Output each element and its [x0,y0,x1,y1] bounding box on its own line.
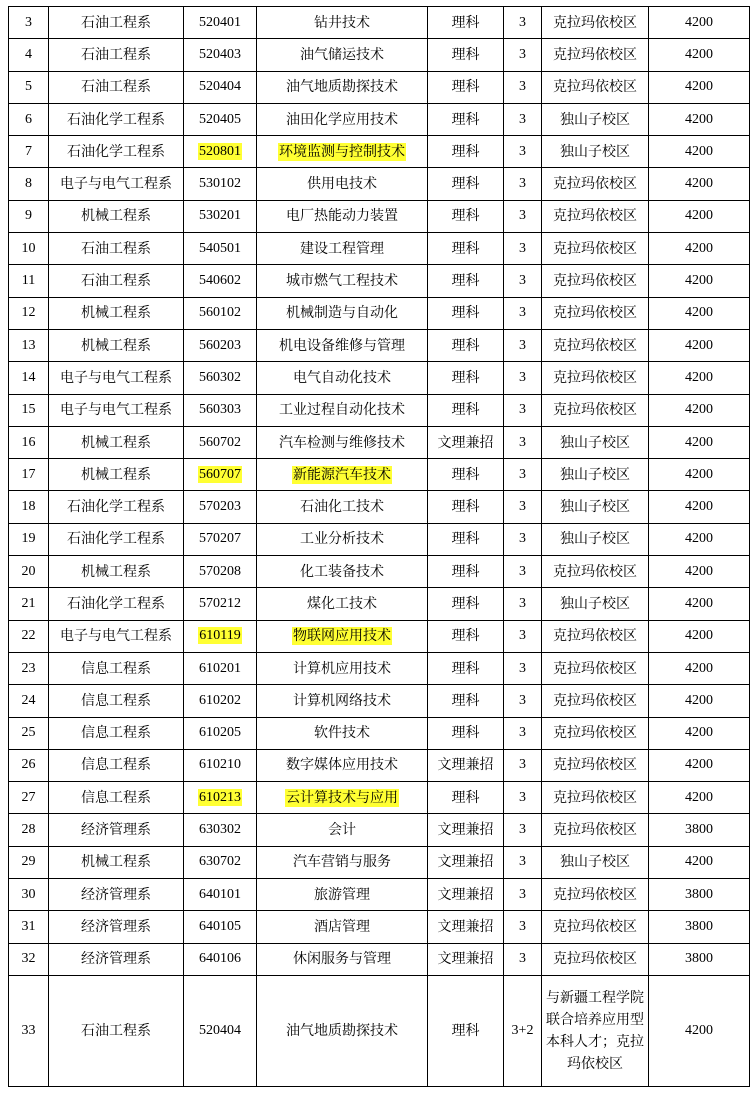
major-code-cell: 570208 [184,556,257,588]
department-cell: 石油化学工程系 [49,523,184,555]
major-name-cell: 油气地质勘探技术 [257,71,428,103]
tuition-cell: 4200 [649,103,750,135]
highlighted-text: 云计算技术与应用 [286,789,398,806]
row-number-cell: 13 [9,329,49,361]
table-row [9,588,750,620]
subject-track-cell: 理科 [428,7,504,39]
row-number-cell: 31 [9,911,49,943]
table-row [9,879,750,911]
years-cell: 3 [504,136,542,168]
campus-cell: 克拉玛依校区 [542,7,649,39]
subject-track-cell: 理科 [428,233,504,265]
tuition-cell: 4200 [649,588,750,620]
major-name-cell: 旅游管理 [257,879,428,911]
row-number-cell: 14 [9,362,49,394]
table-row [9,71,750,103]
department-cell: 石油化学工程系 [49,491,184,523]
major-code-cell: 640105 [184,911,257,943]
campus-cell: 克拉玛依校区 [542,717,649,749]
tuition-cell: 4200 [649,846,750,878]
subject-track-cell: 理科 [428,168,504,200]
major-code-cell: 560203 [184,329,257,361]
row-number-cell: 15 [9,394,49,426]
major-name-cell: 电厂热能动力装置 [257,200,428,232]
major-name-cell: 城市燃气工程技术 [257,265,428,297]
campus-cell: 克拉玛依校区 [542,879,649,911]
row-number-cell: 23 [9,652,49,684]
campus-cell: 克拉玛依校区 [542,39,649,71]
row-number-cell: 29 [9,846,49,878]
major-name-cell: 软件技术 [257,717,428,749]
tuition-cell: 4200 [649,233,750,265]
years-cell: 3 [504,717,542,749]
table-row [9,652,750,684]
tuition-cell: 4200 [649,39,750,71]
table-row [9,975,750,1086]
department-cell: 机械工程系 [49,459,184,491]
campus-cell: 独山子校区 [542,459,649,491]
table-row [9,136,750,168]
major-name-cell: 计算机网络技术 [257,685,428,717]
major-code-cell [184,620,257,652]
table-row [9,233,750,265]
campus-cell: 克拉玛依校区 [542,168,649,200]
years-cell: 3 [504,491,542,523]
tuition-cell: 3800 [649,943,750,975]
years-cell: 3 [504,943,542,975]
years-cell: 3 [504,233,542,265]
campus-cell: 独山子校区 [542,846,649,878]
major-code-cell: 520404 [184,71,257,103]
major-name-cell: 机电设备维修与管理 [257,329,428,361]
subject-track-cell: 理科 [428,459,504,491]
tuition-cell: 4200 [649,523,750,555]
campus-cell: 独山子校区 [542,103,649,135]
row-number-cell: 7 [9,136,49,168]
subject-track-cell: 理科 [428,556,504,588]
campus-cell: 克拉玛依校区 [542,71,649,103]
campus-cell: 克拉玛依校区 [542,556,649,588]
tuition-cell: 4200 [649,491,750,523]
years-cell: 3 [504,846,542,878]
years-cell: 3 [504,620,542,652]
campus-cell: 与新疆工程学院联合培养应用型本科人才；克拉玛依校区 [542,975,649,1086]
table-row [9,265,750,297]
years-cell: 3 [504,685,542,717]
major-code-cell: 530102 [184,168,257,200]
row-number-cell: 6 [9,103,49,135]
department-cell: 电子与电气工程系 [49,394,184,426]
department-cell: 石油化学工程系 [49,588,184,620]
years-cell: 3 [504,7,542,39]
department-cell: 信息工程系 [49,652,184,684]
table-row [9,491,750,523]
subject-track-cell: 理科 [428,297,504,329]
years-cell: 3 [504,71,542,103]
row-number-cell: 33 [9,975,49,1086]
department-cell: 信息工程系 [49,749,184,781]
row-number-cell: 3 [9,7,49,39]
years-cell: 3 [504,200,542,232]
major-code-cell: 540602 [184,265,257,297]
tuition-cell: 4200 [649,168,750,200]
campus-cell: 克拉玛依校区 [542,233,649,265]
table-row [9,394,750,426]
row-number-cell: 8 [9,168,49,200]
tuition-cell: 4200 [649,136,750,168]
subject-track-cell: 理科 [428,782,504,814]
major-name-cell: 机械制造与自动化 [257,297,428,329]
major-code-cell: 570207 [184,523,257,555]
major-code-cell: 610210 [184,749,257,781]
major-name-cell [257,782,428,814]
major-code-cell: 540501 [184,233,257,265]
campus-cell: 独山子校区 [542,426,649,458]
tuition-cell: 4200 [649,975,750,1086]
tuition-cell: 4200 [649,71,750,103]
row-number-cell: 4 [9,39,49,71]
tuition-cell: 4200 [649,685,750,717]
row-number-cell: 12 [9,297,49,329]
tuition-cell: 4200 [649,556,750,588]
row-number-cell: 9 [9,200,49,232]
years-cell: 3 [504,265,542,297]
major-name-cell [257,136,428,168]
department-cell: 石油工程系 [49,233,184,265]
department-cell: 石油工程系 [49,39,184,71]
table-row [9,103,750,135]
row-number-cell: 18 [9,491,49,523]
tuition-cell: 4200 [649,297,750,329]
major-name-cell: 汽车检测与维修技术 [257,426,428,458]
department-cell: 石油工程系 [49,975,184,1086]
row-number-cell: 24 [9,685,49,717]
years-cell: 3 [504,426,542,458]
row-number-cell: 17 [9,459,49,491]
subject-track-cell: 文理兼招 [428,879,504,911]
campus-cell: 克拉玛依校区 [542,297,649,329]
table-row [9,362,750,394]
subject-track-cell: 文理兼招 [428,846,504,878]
major-code-cell: 560302 [184,362,257,394]
department-cell: 经济管理系 [49,879,184,911]
major-code-cell: 570212 [184,588,257,620]
years-cell: 3 [504,329,542,361]
department-cell: 石油工程系 [49,71,184,103]
department-cell: 机械工程系 [49,556,184,588]
major-code-cell: 560102 [184,297,257,329]
major-name-cell: 油气储运技术 [257,39,428,71]
tuition-cell: 4200 [649,362,750,394]
major-code-cell: 520401 [184,7,257,39]
table-row [9,556,750,588]
table-row [9,39,750,71]
row-number-cell: 26 [9,749,49,781]
subject-track-cell: 理科 [428,975,504,1086]
campus-cell: 克拉玛依校区 [542,620,649,652]
subject-track-cell: 理科 [428,71,504,103]
subject-track-cell: 理科 [428,588,504,620]
table-row [9,782,750,814]
major-name-cell: 计算机应用技术 [257,652,428,684]
tuition-cell: 4200 [649,652,750,684]
major-code-cell: 630702 [184,846,257,878]
subject-track-cell: 理科 [428,523,504,555]
table-row [9,943,750,975]
department-cell: 机械工程系 [49,426,184,458]
department-cell: 经济管理系 [49,814,184,846]
tuition-cell: 4200 [649,265,750,297]
department-cell: 机械工程系 [49,846,184,878]
table-row [9,7,750,39]
major-name-cell: 数字媒体应用技术 [257,749,428,781]
major-name-cell: 化工装备技术 [257,556,428,588]
highlighted-text: 新能源汽车技术 [293,466,391,483]
department-cell: 电子与电气工程系 [49,168,184,200]
years-cell: 3 [504,879,542,911]
years-cell: 3 [504,911,542,943]
tuition-cell: 4200 [649,749,750,781]
campus-cell: 克拉玛依校区 [542,911,649,943]
department-cell: 机械工程系 [49,329,184,361]
major-name-cell [257,459,428,491]
tuition-cell: 4200 [649,200,750,232]
subject-track-cell: 文理兼招 [428,943,504,975]
table-body [9,7,750,1087]
years-cell: 3 [504,782,542,814]
major-code-cell: 570203 [184,491,257,523]
subject-track-cell: 理科 [428,265,504,297]
row-number-cell: 32 [9,943,49,975]
major-name-cell: 休闲服务与管理 [257,943,428,975]
department-cell: 经济管理系 [49,911,184,943]
years-cell: 3+2 [504,975,542,1086]
department-cell: 信息工程系 [49,782,184,814]
major-name-cell: 汽车营销与服务 [257,846,428,878]
tuition-cell: 4200 [649,620,750,652]
subject-track-cell: 理科 [428,39,504,71]
table-row [9,329,750,361]
department-cell: 石油化学工程系 [49,136,184,168]
years-cell: 3 [504,523,542,555]
major-code-cell: 610201 [184,652,257,684]
years-cell: 3 [504,297,542,329]
major-name-cell: 石油化工技术 [257,491,428,523]
department-cell: 信息工程系 [49,685,184,717]
major-name-cell: 供用电技术 [257,168,428,200]
tuition-cell: 4200 [649,782,750,814]
table-row [9,749,750,781]
highlighted-text: 环境监测与控制技术 [279,143,405,160]
highlighted-text: 520801 [199,143,241,159]
row-number-cell: 28 [9,814,49,846]
tuition-cell: 3800 [649,879,750,911]
major-code-cell: 630302 [184,814,257,846]
campus-cell: 克拉玛依校区 [542,749,649,781]
campus-cell: 独山子校区 [542,136,649,168]
years-cell: 3 [504,394,542,426]
subject-track-cell: 理科 [428,620,504,652]
major-name-cell: 油气地质勘探技术 [257,975,428,1086]
row-number-cell: 5 [9,71,49,103]
major-code-cell [184,782,257,814]
major-name-cell: 工业过程自动化技术 [257,394,428,426]
campus-cell: 克拉玛依校区 [542,394,649,426]
major-code-cell: 520405 [184,103,257,135]
department-cell: 石油工程系 [49,265,184,297]
subject-track-cell: 理科 [428,329,504,361]
row-number-cell: 27 [9,782,49,814]
years-cell: 3 [504,652,542,684]
major-name-cell: 工业分析技术 [257,523,428,555]
years-cell: 3 [504,459,542,491]
row-number-cell: 25 [9,717,49,749]
major-code-cell: 610205 [184,717,257,749]
subject-track-cell: 理科 [428,200,504,232]
row-number-cell: 22 [9,620,49,652]
major-code-cell: 640101 [184,879,257,911]
major-code-cell: 560303 [184,394,257,426]
subject-track-cell: 理科 [428,103,504,135]
campus-cell: 克拉玛依校区 [542,943,649,975]
years-cell: 3 [504,362,542,394]
years-cell: 3 [504,39,542,71]
highlighted-text: 610213 [199,789,241,805]
table-row [9,297,750,329]
major-name-cell: 钻井技术 [257,7,428,39]
campus-cell: 克拉玛依校区 [542,782,649,814]
tuition-cell: 4200 [649,7,750,39]
department-cell: 石油工程系 [49,7,184,39]
campus-cell: 克拉玛依校区 [542,652,649,684]
subject-track-cell: 理科 [428,362,504,394]
subject-track-cell: 文理兼招 [428,814,504,846]
row-number-cell: 11 [9,265,49,297]
subject-track-cell: 文理兼招 [428,911,504,943]
row-number-cell: 21 [9,588,49,620]
subject-track-cell: 理科 [428,685,504,717]
years-cell: 3 [504,588,542,620]
subject-track-cell: 理科 [428,394,504,426]
major-name-cell: 建设工程管理 [257,233,428,265]
subject-track-cell: 理科 [428,717,504,749]
tuition-cell: 4200 [649,459,750,491]
table-row [9,459,750,491]
years-cell: 3 [504,103,542,135]
highlighted-text: 610119 [199,628,241,644]
years-cell: 3 [504,556,542,588]
highlighted-text: 物联网应用技术 [293,628,391,645]
row-number-cell: 30 [9,879,49,911]
subject-track-cell: 理科 [428,491,504,523]
row-number-cell: 10 [9,233,49,265]
tuition-cell: 4200 [649,329,750,361]
campus-cell: 克拉玛依校区 [542,265,649,297]
years-cell: 3 [504,168,542,200]
table-row [9,814,750,846]
subject-track-cell: 文理兼招 [428,426,504,458]
table-row [9,620,750,652]
major-name-cell: 会计 [257,814,428,846]
subject-track-cell: 理科 [428,136,504,168]
major-name-cell [257,620,428,652]
department-cell: 信息工程系 [49,717,184,749]
campus-cell: 克拉玛依校区 [542,200,649,232]
major-code-cell [184,459,257,491]
subject-track-cell: 文理兼招 [428,749,504,781]
department-cell: 机械工程系 [49,297,184,329]
table-row [9,846,750,878]
department-cell: 机械工程系 [49,200,184,232]
major-code-cell: 610202 [184,685,257,717]
highlighted-text: 560707 [199,466,241,482]
years-cell: 3 [504,814,542,846]
years-cell: 3 [504,749,542,781]
department-cell: 经济管理系 [49,943,184,975]
tuition-cell: 3800 [649,814,750,846]
campus-cell: 独山子校区 [542,523,649,555]
campus-cell: 独山子校区 [542,588,649,620]
row-number-cell: 19 [9,523,49,555]
table-row [9,168,750,200]
table-row [9,523,750,555]
major-name-cell: 酒店管理 [257,911,428,943]
major-name-cell: 油田化学应用技术 [257,103,428,135]
major-code-cell: 520403 [184,39,257,71]
table-row [9,717,750,749]
campus-cell: 克拉玛依校区 [542,362,649,394]
majors-table [8,6,750,1087]
major-code-cell: 530201 [184,200,257,232]
major-code-cell: 520404 [184,975,257,1086]
major-name-cell: 煤化工技术 [257,588,428,620]
table-row [9,200,750,232]
subject-track-cell: 理科 [428,652,504,684]
tuition-cell: 4200 [649,426,750,458]
major-code-cell: 560702 [184,426,257,458]
campus-cell: 克拉玛依校区 [542,329,649,361]
campus-cell: 独山子校区 [542,491,649,523]
tuition-cell: 4200 [649,717,750,749]
department-cell: 电子与电气工程系 [49,620,184,652]
campus-cell: 克拉玛依校区 [542,685,649,717]
campus-cell: 克拉玛依校区 [542,814,649,846]
row-number-cell: 16 [9,426,49,458]
table-row [9,685,750,717]
tuition-cell: 4200 [649,394,750,426]
department-cell: 石油化学工程系 [49,103,184,135]
table-row [9,426,750,458]
tuition-cell: 3800 [649,911,750,943]
table-row [9,911,750,943]
major-code-cell: 640106 [184,943,257,975]
department-cell: 电子与电气工程系 [49,362,184,394]
major-code-cell [184,136,257,168]
major-name-cell: 电气自动化技术 [257,362,428,394]
row-number-cell: 20 [9,556,49,588]
